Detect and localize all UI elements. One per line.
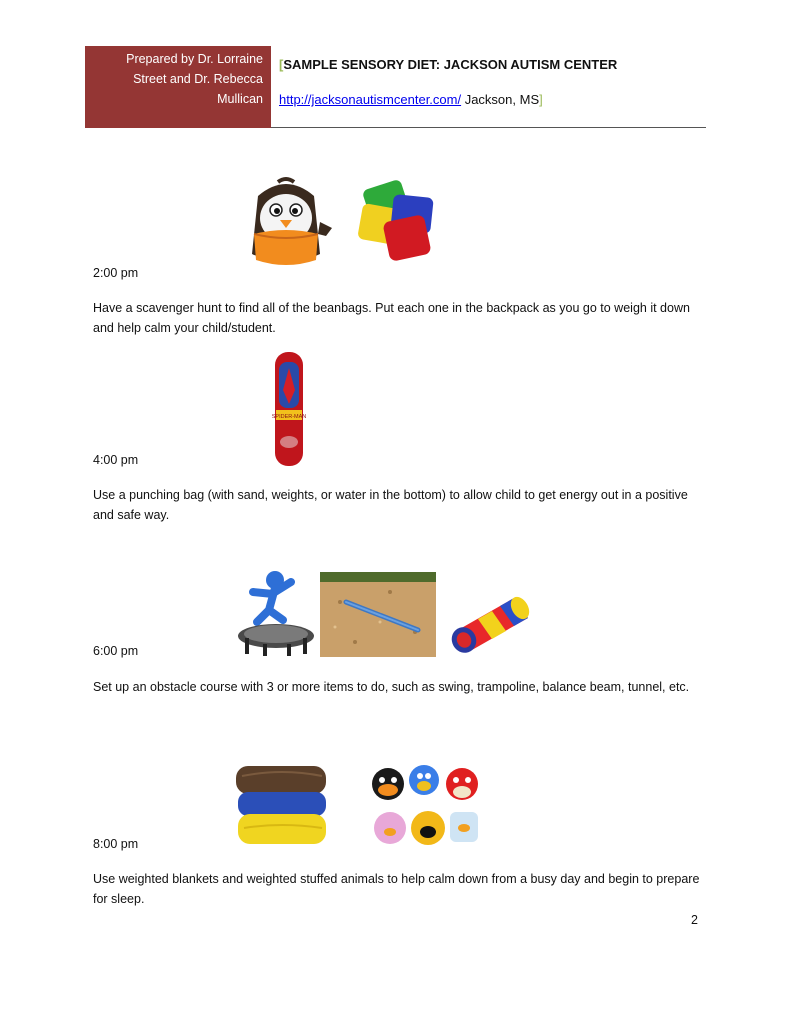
stuffed-animals-image <box>368 758 484 850</box>
tunnel-image <box>444 588 532 654</box>
document-title-line <box>279 57 617 72</box>
punching-bag-lettering: SPIDER-MAN <box>271 414 307 420</box>
weighted-blankets-image <box>232 762 332 848</box>
balance-beam-image <box>320 572 436 657</box>
author-line-3: Mullican <box>217 92 263 106</box>
trampoline-image <box>233 570 319 658</box>
author-line-2: Street and Dr. Rebecca <box>133 72 263 86</box>
page-number: 2 <box>691 913 698 927</box>
activity-description: Set up an obstacle course with 3 or more items to do, such as swing, trampoline, balance beam, tunnel, etc. <box>93 680 690 694</box>
time-label: 8:00 pm <box>93 837 139 851</box>
penguin-backpack-image <box>238 176 334 268</box>
activity-description: Have a scavenger hunt to find all of the beanbags. Put each one in the backpack as you go to weigh it down and help calm your child/student. <box>93 301 690 335</box>
document-title: SAMPLE SENSORY DIET: JACKSON AUTISM CENTER <box>283 57 618 72</box>
time-label: 6:00 pm <box>93 644 139 658</box>
author-box <box>85 46 271 128</box>
beanbags-image <box>356 178 442 266</box>
time-label: 2:00 pm <box>93 266 139 280</box>
bracket-close: ] <box>539 92 543 107</box>
activity-description: Use weighted blankets and weighted stuffed animals to help calm down from a busy day and begin to prepare for sleep. <box>93 872 700 906</box>
website-link[interactable]: http://jacksonautismcenter.com/ <box>279 92 462 107</box>
header-rule <box>271 127 706 128</box>
author-line-1: Prepared by Dr. Lorraine <box>126 52 263 66</box>
bracket-open: [ <box>279 57 284 72</box>
url-line <box>279 92 543 107</box>
location-text: Jackson, MS <box>461 92 540 107</box>
activity-description: Use a punching bag (with sand, weights, or water in the bottom) to allow child to get energy out in a positive and safe way. <box>93 488 688 522</box>
time-label: 4:00 pm <box>93 453 139 467</box>
punching-bag-image <box>272 350 306 468</box>
